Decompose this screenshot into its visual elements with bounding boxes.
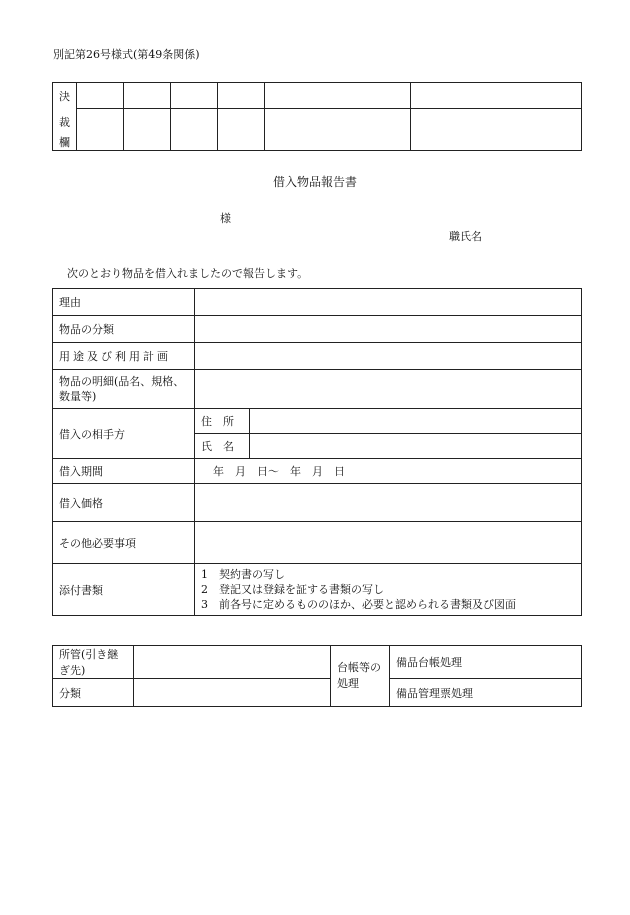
name-label: 氏 名 <box>195 434 250 459</box>
other-label: その他必要事項 <box>53 522 195 564</box>
approval-cell[interactable] <box>411 109 582 151</box>
address-field[interactable] <box>250 409 582 434</box>
usage-plan-label: 用途及び利用計画 <box>53 343 195 370</box>
attachments-label: 添付書類 <box>53 564 195 616</box>
name-field[interactable] <box>250 434 582 459</box>
approval-table <box>52 82 582 151</box>
approval-cell[interactable] <box>77 109 124 151</box>
approval-label-char-2: 裁 <box>59 115 70 129</box>
jurisdiction-field[interactable] <box>134 646 331 679</box>
attachment-item: 3 前各号に定めるもののほか、必要と認められる書類及び図面 <box>201 598 516 611</box>
classification-label: 分類 <box>53 679 134 707</box>
reason-label: 理由 <box>53 289 195 316</box>
category-label: 物品の分類 <box>53 316 195 343</box>
other-field[interactable] <box>195 522 582 564</box>
approval-cell[interactable] <box>411 83 582 109</box>
period-label: 借入期間 <box>53 459 195 484</box>
usage-plan-field[interactable] <box>195 343 582 370</box>
price-field[interactable] <box>195 484 582 522</box>
ledger-processing-label: 台帳等の処理 <box>331 646 390 707</box>
approval-cell[interactable] <box>77 83 124 109</box>
details-label: 物品の明細(品名、規格、数量等) <box>53 370 195 409</box>
approval-label-char-1: 決 <box>59 89 70 103</box>
price-label: 借入価格 <box>53 484 195 522</box>
equipment-ledger-label: 備品台帳処理 <box>390 646 582 679</box>
approval-cell[interactable] <box>124 83 171 109</box>
approval-cell[interactable] <box>218 83 265 109</box>
attachment-item: 1 契約書の写し <box>201 568 285 581</box>
equipment-management-label: 備品管理票処理 <box>390 679 582 707</box>
details-field[interactable] <box>195 370 582 409</box>
intro-text: 次のとおり物品を借入れましたので報告します。 <box>67 267 309 280</box>
period-field[interactable]: 年 月 日〜 年 月 日 <box>195 459 582 484</box>
addressee-suffix: 様 <box>220 212 231 225</box>
approval-cell[interactable] <box>265 109 411 151</box>
sender-label: 職氏名 <box>449 230 482 243</box>
approval-label <box>53 83 77 151</box>
approval-label-char-3: 欄 <box>59 135 70 149</box>
address-label: 住 所 <box>195 409 250 434</box>
document-title: 借入物品報告書 <box>272 175 357 189</box>
approval-cell[interactable] <box>171 83 218 109</box>
form-number: 別記第26号様式(第49条関係) <box>53 48 200 61</box>
approval-cell[interactable] <box>124 109 171 151</box>
category-field[interactable] <box>195 316 582 343</box>
report-table <box>52 288 582 616</box>
approval-cell[interactable] <box>218 109 265 151</box>
classification-field[interactable] <box>134 679 331 707</box>
attachments-list <box>195 564 582 616</box>
counterparty-label: 借入の相手方 <box>53 409 195 459</box>
reason-field[interactable] <box>195 289 582 316</box>
processing-table <box>52 645 582 707</box>
approval-cell[interactable] <box>171 109 218 151</box>
jurisdiction-label: 所管(引き継ぎ先) <box>53 646 134 679</box>
attachment-item: 2 登記又は登録を証する書類の写し <box>201 583 384 596</box>
approval-cell[interactable] <box>265 83 411 109</box>
